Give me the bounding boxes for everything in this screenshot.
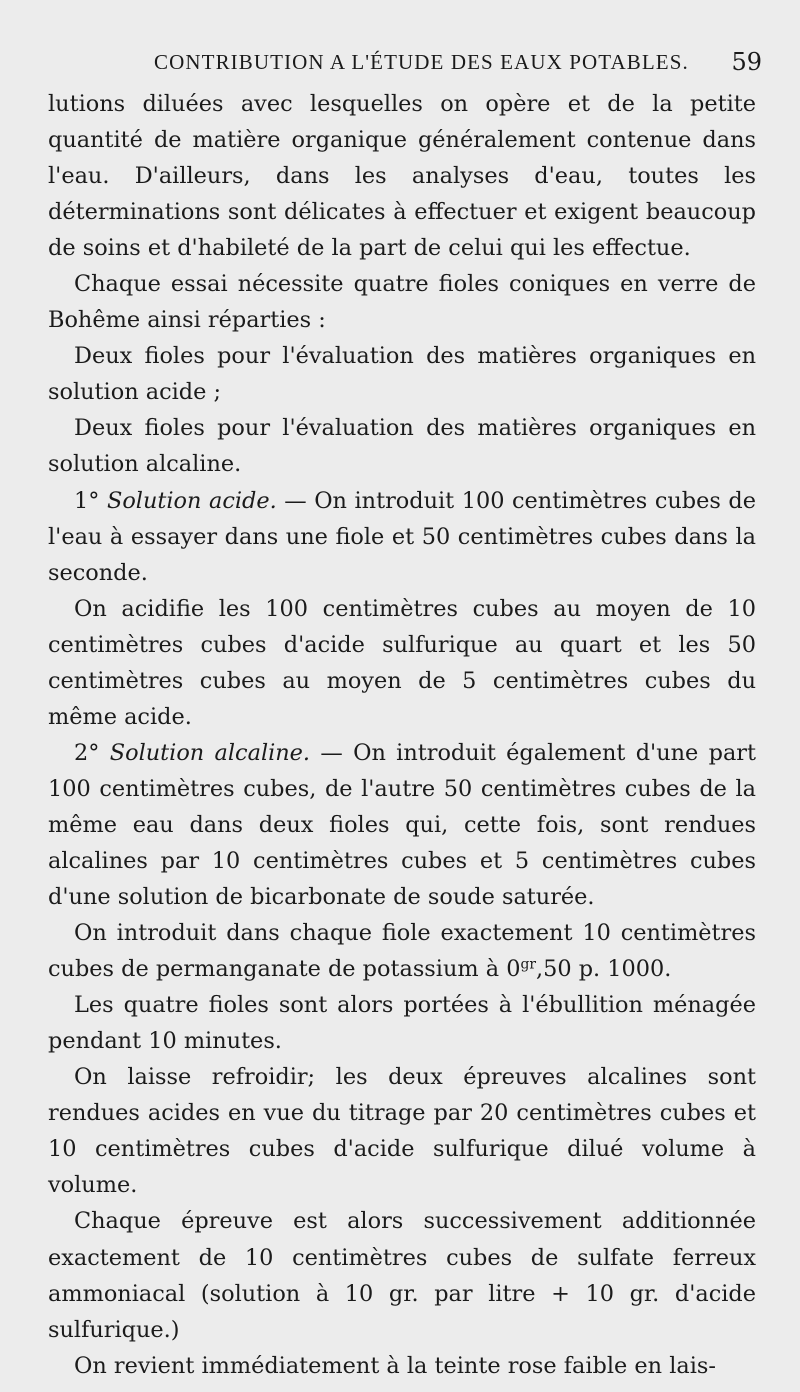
paragraph-solution-alcaline xyxy=(48,735,756,915)
section-number: 2° xyxy=(74,739,110,766)
running-head: CONTRIBUTION A L'ÉTUDE DES EAUX POTABLES. xyxy=(154,50,689,74)
paragraph-teinte-rose: On revient immédiatement à la teinte rose faible en lais- xyxy=(74,1352,716,1379)
section-number: 1° xyxy=(74,487,107,514)
paragraph-sulfate-ferreux: Chaque épreuve est alors successivement additionnée exactement de 10 centimètres cubes de sulfate ferreux ammoniacal (solution à 10 gr. par litre + 10 gr. d'acide sulfurique.) xyxy=(48,1208,756,1343)
page-number: 59 xyxy=(731,48,762,76)
unit-superscript: gr xyxy=(520,956,536,973)
paragraph-permanganate xyxy=(48,915,756,987)
paragraph-ebullition: Les quatre fioles sont alors portées à l'ébullition ménagée pendant 10 minutes. xyxy=(48,992,756,1055)
section-text: — On introduit également d'une part 100 centimètres cubes, de l'autre 50 centimètres cubes de la même eau dans deux fioles qui, cette fois, sont rendues alcalines par 10 centimètres cubes et 5 centimètres cubes d'une solution de bicarbonate de soude saturée. xyxy=(48,739,757,911)
paragraph-solution-acide xyxy=(48,483,756,591)
section-title-solution-acide: Solution acide. xyxy=(106,487,277,514)
page-header xyxy=(40,44,762,80)
paragraph-chaque-essai: Chaque essai nécessite quatre fioles coniques en verre de Bohême ainsi réparties : xyxy=(48,271,756,334)
permanganate-text-end: ,50 p. 1000. xyxy=(535,956,672,983)
section-text: — On introduit 100 centimètres cubes de l'eau à essayer dans une fiole et 50 centimètres cubes dans la seconde. xyxy=(48,487,756,586)
permanganate-text: On introduit dans chaque fiole exactement 10 centimètres cubes de permanganate de potassium à 0 xyxy=(48,920,756,983)
paragraph-refroidir: On laisse refroidir; les deux épreuves alcalines sont rendues acides en vue du titrage par 20 centimètres cubes et 10 centimètres cubes d'acide sulfurique dilué volume à volume. xyxy=(48,1064,756,1199)
paragraph-deux-fioles-acide: Deux fioles pour l'évaluation des matières organiques en solution acide ; xyxy=(48,343,756,406)
paragraph-deux-fioles-alcaline: Deux fioles pour l'évaluation des matières organiques en solution alcaline. xyxy=(48,415,756,478)
body-text xyxy=(48,86,756,1384)
paragraph-acidifie: On acidifie les 100 centimètres cubes au moyen de 10 centimètres cubes d'acide sulfurique au quart et les 50 centimètres cubes au moyen de 5 centimètres cubes du même acide. xyxy=(48,595,756,730)
paragraph-continuation: lutions diluées avec lesquelles on opère et de la petite quantité de matière organique généralement contenue dans l'eau. D'ailleurs, dans les analyses d'eau, toutes les déterminations sont délicates à effectuer et exigent beaucoup de soins et d'habileté de la part de celui qui les effectue. xyxy=(48,91,756,262)
section-title-solution-alcaline: Solution alcaline. xyxy=(109,739,311,766)
